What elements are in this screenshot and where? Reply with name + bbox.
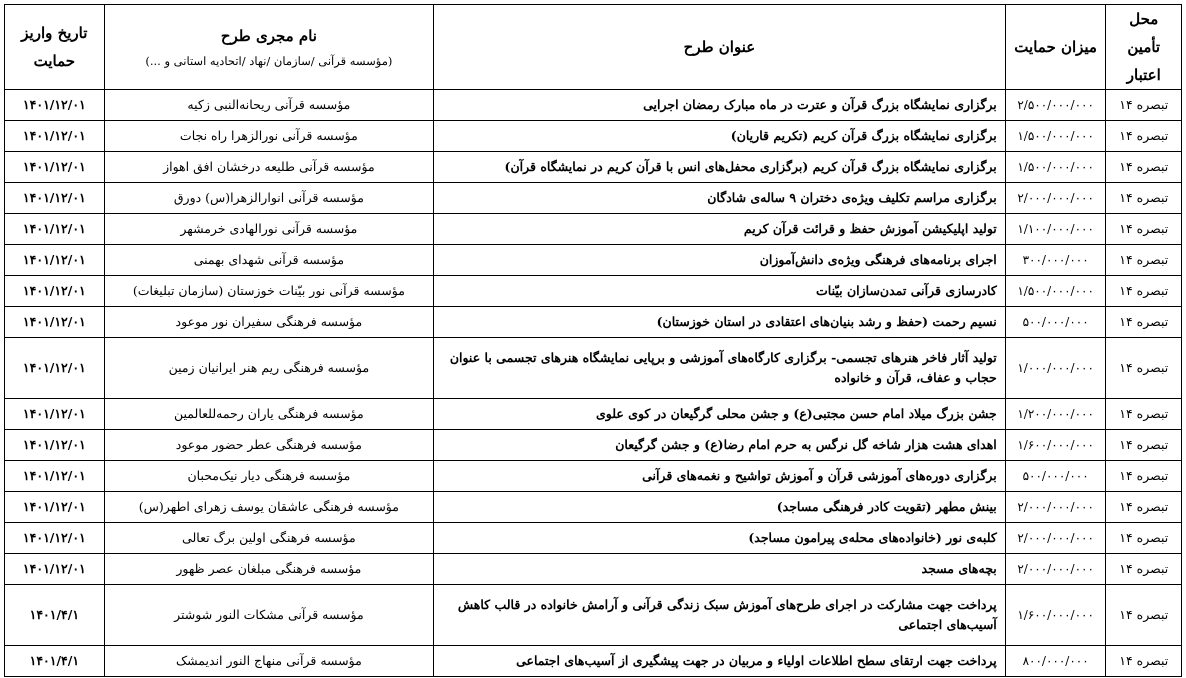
cell-title: کادرسازی قرآنی تمدن‌سازان بیّنات (434, 276, 1006, 307)
cell-location: تبصره ۱۴ (1106, 121, 1182, 152)
cell-date: ۱۴۰۱/۱۲/۰۱ (5, 183, 105, 214)
table-row (5, 585, 1182, 646)
cell-location: تبصره ۱۴ (1106, 554, 1182, 585)
cell-date: ۱۴۰۱/۱۲/۰۱ (5, 338, 105, 399)
table-body (5, 90, 1182, 677)
cell-title: تولید اپلیکیشن آموزش حفظ و قرائت قرآن کریم (434, 214, 1006, 245)
header-location: محل تأمین اعتبار (1106, 5, 1182, 90)
cell-title: اجرای برنامه‌های فرهنگی ویژه‌ی دانش‌آموزان (434, 245, 1006, 276)
cell-amount: ۲/۰۰۰/۰۰۰/۰۰۰ (1005, 554, 1106, 585)
cell-location: تبصره ۱۴ (1106, 183, 1182, 214)
cell-organization: مؤسسه قرآنی ریحانه‌النبی زکیه (104, 90, 433, 121)
cell-title: برگزاری نمایشگاه بزرگ قرآن کریم (برگزاری محفل‌های انس با قرآن کریم در نمایشگاه قرآن) (434, 152, 1006, 183)
header-date: تاریخ واریز حمایت (5, 5, 105, 90)
header-organization-label: نام مجری طرح (220, 27, 317, 45)
table-row (5, 90, 1182, 121)
cell-organization: مؤسسه فرهنگی عاشقان یوسف زهرای اطهر(س) (104, 492, 433, 523)
cell-title: تولید آثار فاخر هنرهای تجسمی- برگزاری کارگاه‌های آموزشی و برپایی نمایشگاه هنرهای تجسمی با عنوان حجاب و عفاف، قرآن و خانواده (434, 338, 1006, 399)
cell-title: بینش مطهر (تقویت کادر فرهنگی مساجد) (434, 492, 1006, 523)
cell-organization: مؤسسه فرهنگی مبلغان عصر ظهور (104, 554, 433, 585)
table-row (5, 121, 1182, 152)
cell-amount: ۱/۶۰۰/۰۰۰/۰۰۰ (1005, 430, 1106, 461)
cell-date: ۱۴۰۱/۱۲/۰۱ (5, 307, 105, 338)
document-page (4, 4, 1182, 677)
cell-amount: ۵۰۰/۰۰۰/۰۰۰ (1005, 461, 1106, 492)
cell-location: تبصره ۱۴ (1106, 646, 1182, 677)
cell-title: برگزاری مراسم تکلیف ویژه‌ی دختران ۹ ساله‌ی شادگان (434, 183, 1006, 214)
cell-amount: ۱/۵۰۰/۰۰۰/۰۰۰ (1005, 121, 1106, 152)
cell-amount: ۱/۵۰۰/۰۰۰/۰۰۰ (1005, 152, 1106, 183)
cell-date: ۱۴۰۱/۱۲/۰۱ (5, 554, 105, 585)
table-row (5, 307, 1182, 338)
cell-title: برگزاری نمایشگاه بزرگ قرآن کریم (تکریم قاریان) (434, 121, 1006, 152)
cell-date: ۱۴۰۱/۱۲/۰۱ (5, 90, 105, 121)
cell-date: ۱۴۰۱/۱۲/۰۱ (5, 523, 105, 554)
cell-amount: ۲/۰۰۰/۰۰۰/۰۰۰ (1005, 492, 1106, 523)
cell-location: تبصره ۱۴ (1106, 523, 1182, 554)
cell-date: ۱۴۰۱/۱۲/۰۱ (5, 152, 105, 183)
cell-organization: مؤسسه قرآنی مشکات النور شوشتر (104, 585, 433, 646)
table-row (5, 492, 1182, 523)
cell-location: تبصره ۱۴ (1106, 399, 1182, 430)
cell-location: تبصره ۱۴ (1106, 245, 1182, 276)
cell-organization: مؤسسه قرآنی انوارالزهرا(س) دورق (104, 183, 433, 214)
cell-organization: مؤسسه قرآنی نور بیّنات خوزستان (سازمان تبلیغات) (104, 276, 433, 307)
cell-amount: ۲/۰۰۰/۰۰۰/۰۰۰ (1005, 523, 1106, 554)
cell-date: ۱۴۰۱/۱۲/۰۱ (5, 492, 105, 523)
cell-date: ۱۴۰۱/۴/۱ (5, 585, 105, 646)
table-row (5, 245, 1182, 276)
cell-organization: مؤسسه فرهنگی سفیران نور موعود (104, 307, 433, 338)
table-row (5, 152, 1182, 183)
cell-location: تبصره ۱۴ (1106, 430, 1182, 461)
cell-amount: ۸۰۰/۰۰۰/۰۰۰ (1005, 646, 1106, 677)
cell-amount: ۱/۰۰۰/۰۰۰/۰۰۰ (1005, 338, 1106, 399)
cell-organization: مؤسسه قرآنی نورالهادی خرمشهر (104, 214, 433, 245)
table-row (5, 646, 1182, 677)
cell-location: تبصره ۱۴ (1106, 307, 1182, 338)
cell-title: بچه‌های مسجد (434, 554, 1006, 585)
cell-amount: ۲/۵۰۰/۰۰۰/۰۰۰ (1005, 90, 1106, 121)
cell-organization: مؤسسه فرهنگی اولین برگ تعالی (104, 523, 433, 554)
table-row (5, 276, 1182, 307)
cell-organization: مؤسسه فرهنگی دیار نیک‌محبان (104, 461, 433, 492)
cell-title: برگزاری نمایشگاه بزرگ قرآن و عترت در ماه مبارک رمضان اجرایی (434, 90, 1006, 121)
cell-title: برگزاری دوره‌های آموزشی قرآن و آموزش تواشیح و نغمه‌های قرآنی (434, 461, 1006, 492)
cell-location: تبصره ۱۴ (1106, 585, 1182, 646)
cell-organization: مؤسسه قرآنی نورالزهرا راه نجات (104, 121, 433, 152)
cell-amount: ۲/۰۰۰/۰۰۰/۰۰۰ (1005, 183, 1106, 214)
header-organization-sub: (مؤسسه قرآنی /سازمان /نهاد /اتحادیه استانی و ...) (145, 54, 393, 68)
header-title: عنوان طرح (434, 5, 1006, 90)
cell-location: تبصره ۱۴ (1106, 461, 1182, 492)
table-row (5, 183, 1182, 214)
table-header-row (5, 5, 1182, 90)
cell-amount: ۱/۶۰۰/۰۰۰/۰۰۰ (1005, 585, 1106, 646)
cell-location: تبصره ۱۴ (1106, 90, 1182, 121)
cell-title: نسیم رحمت (حفظ و رشد بنیان‌های اعتقادی در استان خوزستان) (434, 307, 1006, 338)
cell-location: تبصره ۱۴ (1106, 492, 1182, 523)
cell-date: ۱۴۰۱/۱۲/۰۱ (5, 430, 105, 461)
cell-amount: ۱/۲۰۰/۰۰۰/۰۰۰ (1005, 399, 1106, 430)
cell-title: پرداخت جهت ارتقای سطح اطلاعات اولیاء و مربیان در جهت پیشگیری از آسیب‌های اجتماعی (434, 646, 1006, 677)
cell-location: تبصره ۱۴ (1106, 214, 1182, 245)
cell-amount: ۱/۱۰۰/۰۰۰/۰۰۰ (1005, 214, 1106, 245)
table-row (5, 554, 1182, 585)
cell-date: ۱۴۰۱/۱۲/۰۱ (5, 121, 105, 152)
cell-organization: مؤسسه فرهنگی عطر حضور موعود (104, 430, 433, 461)
table-row (5, 461, 1182, 492)
table-row (5, 399, 1182, 430)
cell-date: ۱۴۰۱/۴/۱ (5, 646, 105, 677)
table-row (5, 338, 1182, 399)
cell-organization: مؤسسه فرهنگی ریم هنر ایرانیان زمین (104, 338, 433, 399)
cell-location: تبصره ۱۴ (1106, 276, 1182, 307)
cell-amount: ۵۰۰/۰۰۰/۰۰۰ (1005, 307, 1106, 338)
cell-amount: ۱/۵۰۰/۰۰۰/۰۰۰ (1005, 276, 1106, 307)
cell-organization: مؤسسه فرهنگی یاران رحمه‌للعالمین (104, 399, 433, 430)
cell-location: تبصره ۱۴ (1106, 338, 1182, 399)
table-row (5, 214, 1182, 245)
cell-location: تبصره ۱۴ (1106, 152, 1182, 183)
cell-organization: مؤسسه قرآنی منهاج النور اندیمشک (104, 646, 433, 677)
header-organization (104, 5, 433, 90)
cell-date: ۱۴۰۱/۱۲/۰۱ (5, 245, 105, 276)
cell-title: کلبه‌ی نور (خانواده‌های محله‌ی پیرامون مساجد) (434, 523, 1006, 554)
cell-organization: مؤسسه قرآنی شهدای بهمنی (104, 245, 433, 276)
header-amount: میزان حمایت (1005, 5, 1106, 90)
funding-table (4, 4, 1182, 677)
cell-amount: ۳۰۰/۰۰۰/۰۰۰ (1005, 245, 1106, 276)
cell-date: ۱۴۰۱/۱۲/۰۱ (5, 214, 105, 245)
cell-title: جشن بزرگ میلاد امام حسن مجتبی(ع) و جشن محلی گرگیعان در کوی علوی (434, 399, 1006, 430)
cell-organization: مؤسسه قرآنی طلیعه درخشان افق اهواز (104, 152, 433, 183)
cell-date: ۱۴۰۱/۱۲/۰۱ (5, 276, 105, 307)
cell-date: ۱۴۰۱/۱۲/۰۱ (5, 461, 105, 492)
cell-date: ۱۴۰۱/۱۲/۰۱ (5, 399, 105, 430)
cell-title: پرداخت جهت مشارکت در اجرای طرح‌های آموزش سبک زندگی قرآنی و آرامش خانواده در قالب کاهش آسیب‌های اجتماعی (434, 585, 1006, 646)
table-row (5, 523, 1182, 554)
cell-title: اهدای هشت هزار شاخه گل نرگس به حرم امام رضا(ع) و جشن گرگیعان (434, 430, 1006, 461)
table-row (5, 430, 1182, 461)
